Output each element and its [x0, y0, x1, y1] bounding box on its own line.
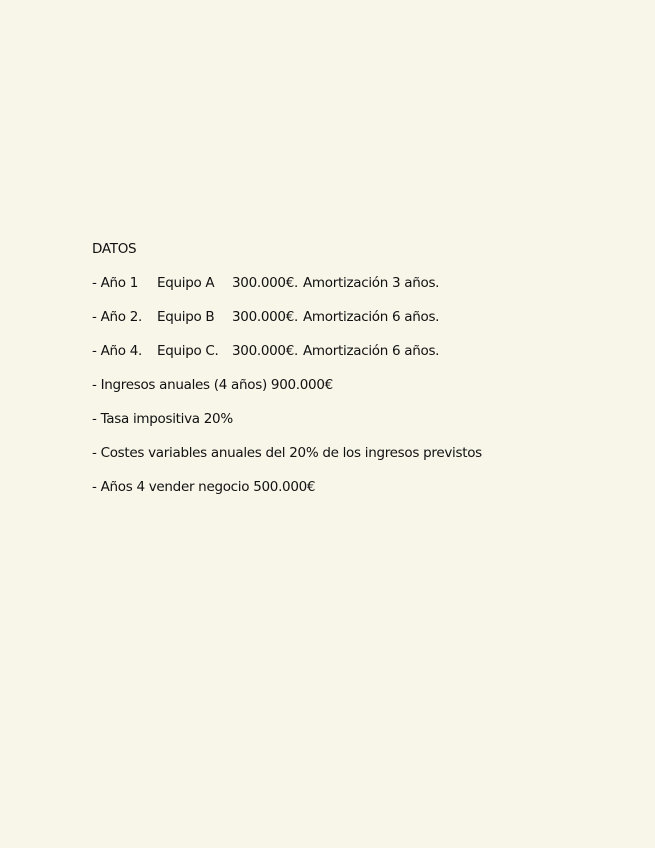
equipment-amount: 300.000€. [232, 275, 299, 291]
equipment-year: - Año 4. [92, 343, 142, 359]
equipment-row-2 [92, 308, 632, 326]
annual-income-item: - Ingresos anuales (4 años) 900.000€ [92, 377, 333, 393]
variable-costs-item: - Costes variables anuales del 20% de los ingresos previstos [92, 445, 482, 461]
equipment-name: Equipo B [157, 309, 215, 325]
equipment-row-1 [92, 274, 632, 292]
equipment-amount: 300.000€. [232, 309, 299, 325]
equipment-name: Equipo C. [157, 343, 219, 359]
equipment-amortization: Amortización 6 años. [303, 309, 440, 325]
equipment-amortization: Amortización 6 años. [303, 343, 440, 359]
data-section [92, 240, 632, 512]
section-heading: DATOS [92, 241, 137, 257]
equipment-row-3 [92, 342, 632, 360]
equipment-year: - Año 2. [92, 309, 142, 325]
tax-rate-item: - Tasa impositiva 20% [92, 411, 233, 427]
equipment-year: - Año 1 [92, 275, 138, 291]
equipment-name: Equipo A [157, 275, 215, 291]
equipment-amortization: Amortización 3 años. [303, 275, 440, 291]
business-sale-item: - Años 4 vender negocio 500.000€ [92, 479, 316, 495]
equipment-amount: 300.000€. [232, 343, 299, 359]
